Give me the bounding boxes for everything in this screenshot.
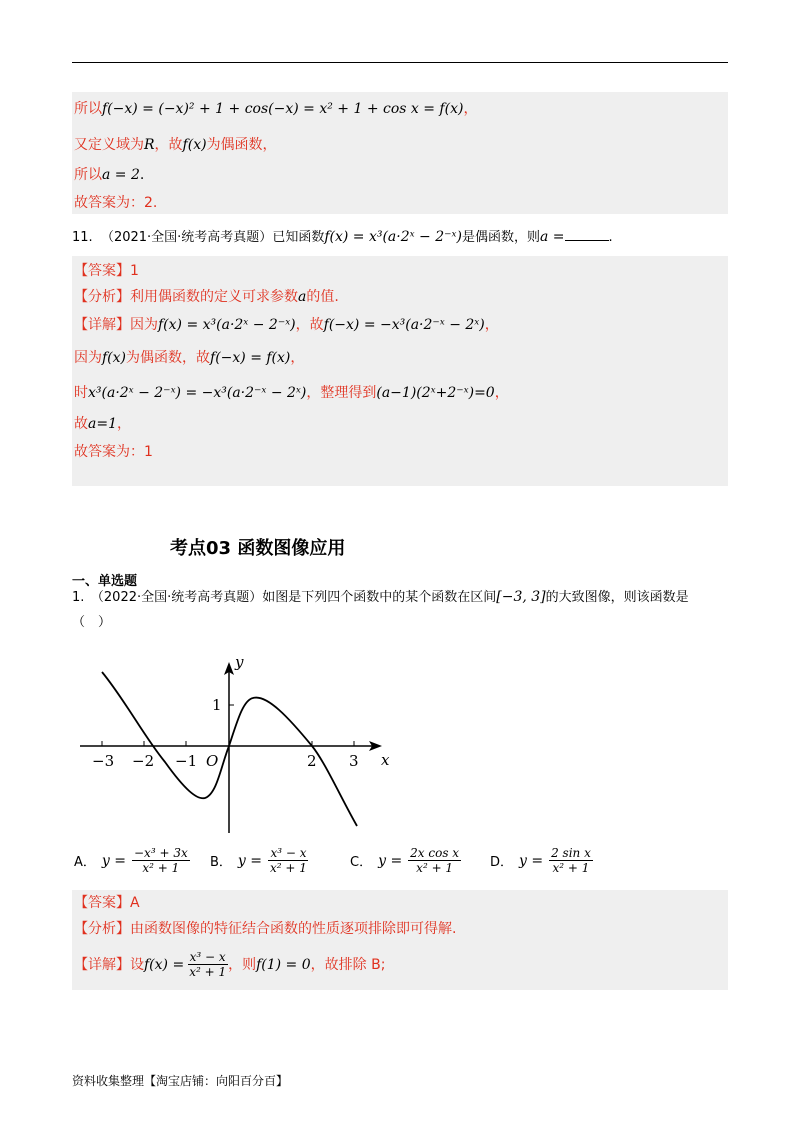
page-footer: 资料收集整理【淘宝店铺：向阳百分百】 [72, 1074, 289, 1088]
text: ， [463, 101, 478, 117]
text: ，故 [295, 317, 324, 333]
formula: y = [519, 852, 544, 869]
formula: f(x) [102, 350, 127, 366]
x-tick-label: 2 [307, 752, 317, 770]
analysis-line [74, 286, 339, 308]
y-tick-label: 1 [212, 696, 222, 714]
denominator: x² + 1 [142, 861, 180, 875]
formula: R [144, 137, 155, 153]
denominator: x² + 1 [189, 965, 227, 979]
section-heading: 一、单选题 [72, 574, 138, 589]
text: 所以 [74, 101, 102, 117]
numerator: 2x cos x [410, 846, 460, 860]
question-1-choices-paren: （ ） [72, 615, 112, 630]
formula: y = [237, 852, 263, 869]
numerator: x³ − x [270, 846, 307, 860]
text: ， [290, 350, 305, 366]
fraction [187, 950, 228, 979]
text: ， [116, 416, 131, 432]
formula: y = [101, 852, 126, 869]
analysis-tag: 【分析】 [74, 289, 130, 305]
x-tick-label: −3 [92, 752, 115, 770]
text: 利用偶函数的定义可求参数 [130, 289, 298, 305]
answer-blank [565, 228, 609, 241]
denominator: x² + 1 [270, 861, 307, 875]
denominator: x² + 1 [552, 861, 590, 875]
text: 已知函数 [272, 230, 325, 245]
text: . [139, 167, 145, 183]
option-label: B． [210, 855, 232, 870]
option-label: D． [490, 855, 514, 870]
detail-tag: 【详解】 [74, 317, 130, 333]
analysis-line [74, 918, 456, 940]
option-d[interactable] [490, 846, 593, 875]
formula: f(−x) = (−x)² + 1 + cos(−x) = x² + 1 + cos x = f(x) [102, 101, 464, 117]
question-source: （2021·全国·统考高考真题） [100, 230, 273, 245]
text: 因为 [74, 350, 102, 366]
formula: (a−1)(2ˣ+2⁻ˣ)=0 [376, 385, 495, 401]
text: 为偶函数，故 [126, 350, 211, 366]
numerator: x³ − x [189, 950, 226, 964]
text: ， [484, 317, 499, 333]
fraction [132, 846, 190, 875]
formula: a = [539, 229, 565, 245]
formula: a [298, 289, 307, 305]
formula: f(x) = x³(a·2ˣ − 2⁻ˣ) [158, 317, 296, 333]
detail-line-1 [74, 314, 499, 336]
section-title: 考点03 函数图像应用 [170, 538, 346, 559]
formula: f(x) [182, 137, 207, 153]
formula: f(x) = [144, 956, 185, 973]
text: 为偶函数， [206, 137, 277, 153]
option-b[interactable] [210, 846, 309, 875]
text: . [608, 230, 613, 245]
text: 故 [74, 416, 88, 432]
text: 由函数图像的特征结合函数的性质逐项排除即可得解. [130, 921, 457, 937]
x-tick-label: −1 [175, 752, 198, 770]
answer-line: 【答案】A [74, 895, 140, 911]
solution-line-3 [74, 164, 144, 186]
text: ， [494, 385, 509, 401]
formula: f(−x) = −x³(a·2⁻ˣ − 2ˣ) [323, 317, 485, 333]
x-tick-label: −2 [132, 752, 155, 770]
formula: f(x) = x³(a·2ˣ − 2⁻ˣ) [324, 229, 462, 245]
detail-line-3 [74, 382, 509, 404]
text: 的大致图像，则该函数是 [545, 590, 689, 605]
detail-tag: 【详解】 [74, 956, 130, 973]
denominator: x² + 1 [416, 861, 454, 875]
detail-line [74, 950, 385, 979]
option-c[interactable] [350, 846, 461, 875]
option-a[interactable] [74, 846, 190, 875]
text: ，则 [228, 956, 257, 973]
question-11 [72, 226, 613, 249]
text: 1. （2022·全国·统考高考真题）如图是下列四个函数中的某个函数在区间 [72, 590, 497, 605]
numerator: −x³ + 3x [134, 846, 188, 860]
origin-label: O [206, 752, 219, 770]
function-graph [75, 648, 395, 838]
fraction [549, 846, 593, 875]
text: 时 [74, 385, 88, 401]
y-axis-label: y [235, 653, 244, 671]
text: 的值. [306, 289, 339, 305]
fraction [268, 846, 309, 875]
text: 是偶函数，则 [461, 230, 540, 245]
x-tick-label: 3 [349, 752, 359, 770]
text: 所以 [74, 167, 102, 183]
formula: f(1) = 0 [256, 956, 311, 973]
formula: f(−x) = f(x) [210, 350, 291, 366]
header-rule [72, 62, 728, 63]
detail-line-5: 故答案为：1 [74, 444, 153, 460]
answer-line: 【答案】1 [74, 263, 139, 279]
formula: a = 2 [102, 167, 140, 183]
analysis-tag: 【分析】 [74, 921, 130, 937]
formula: a=1 [88, 416, 117, 432]
formula: y = [378, 852, 403, 869]
text: 又定义域为 [74, 137, 144, 153]
solution-line-2 [74, 134, 277, 156]
text: ，故 [154, 137, 183, 153]
solution-line-1 [74, 98, 477, 120]
option-label: C． [350, 855, 373, 870]
x-axis-label: x [381, 751, 390, 769]
interval: [−3, 3] [496, 589, 546, 605]
fraction [408, 846, 461, 875]
text: 设 [130, 956, 144, 973]
option-label: A． [74, 855, 96, 870]
question-number: 11. [72, 230, 93, 245]
question-1 [72, 586, 689, 609]
text: ，整理得到 [306, 385, 377, 401]
numerator: 2 sin x [551, 846, 591, 860]
text: ，故排除 B; [310, 956, 386, 973]
detail-line-2 [74, 347, 304, 369]
text: 因为 [130, 317, 158, 333]
detail-line-4 [74, 413, 131, 435]
solution-line-4: 故答案为：2. [74, 195, 158, 211]
formula: x³(a·2ˣ − 2⁻ˣ) = −x³(a·2⁻ˣ − 2ˣ) [88, 385, 307, 401]
